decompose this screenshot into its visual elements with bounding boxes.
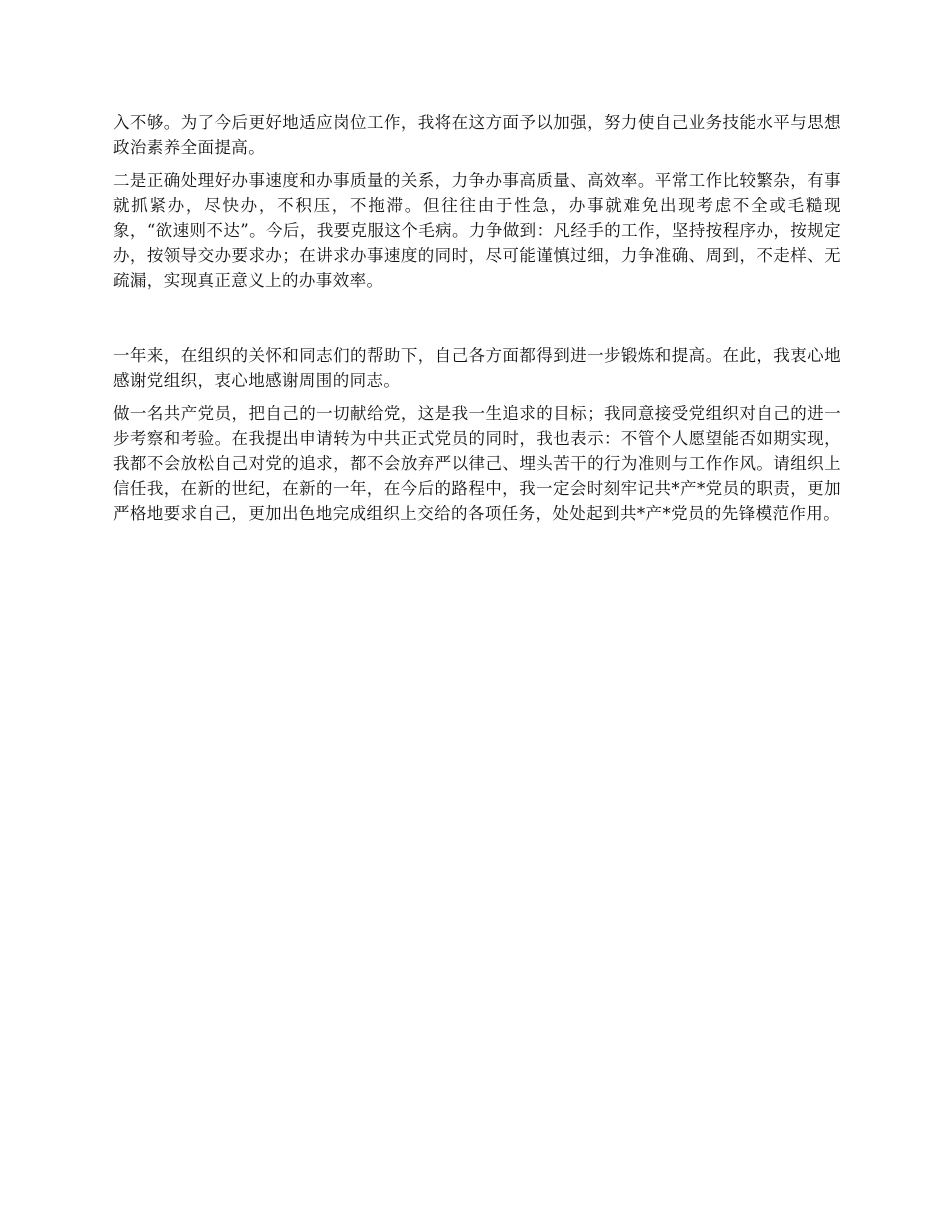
paragraph-gratitude: 一年来，在组织的关怀和同志们的帮助下，自己各方面都得到进一步锻炼和提高。在此，我衷心地感谢党组织，衷心地感谢周围的同志。 xyxy=(113,346,841,390)
paragraph-efficiency: 二是正确处理好办事速度和办事质量的关系，力争办事高质量、高效率。平常工作比较繁杂，有事就抓紧办，尽快办，不积压，不拖滞。但往往由于性急，办事就难免出现考虑不全或毛糙现象，“欲速则不达”。今后，我要克服这个毛病。力争做到：凡经手的工作，坚持按程序办，按规定办，按领导交办要求办；在讲求办事速度的同时，尽可能谨慎过细，力争准确、周到，不走样、无疏漏，实现真正意义上的办事效率。 xyxy=(113,171,841,290)
paragraph-spacer xyxy=(113,393,841,401)
paragraph-spacer xyxy=(113,160,841,168)
paragraph-commitment: 做一名共产党员，把自己的一切献给党，这是我一生追求的目标；我同意接受党组织对自己的进一步考察和考验。在我提出申请转为中共正式党员的同时，我也表示：不管个人愿望能否如期实现，我都不会放松自己对党的追求，都不会放弃严以律己、埋头苦干的行为准则与工作作风。请组织上信任我，在新的世纪，在新的一年，在今后的路程中，我一定会时刻牢记共*产*党员的职责，更加严格地要求自己，更加出色地完成组织上交给的各项任务，处处起到共*产*党员的先锋模范作用。 xyxy=(113,404,841,523)
paragraph-continuation: 入不够。为了今后更好地适应岗位工作，我将在这方面予以加强，努力使自己业务技能水平与思想政治素养全面提高。 xyxy=(113,113,841,157)
document-page xyxy=(113,110,841,526)
section-spacer xyxy=(113,293,841,343)
